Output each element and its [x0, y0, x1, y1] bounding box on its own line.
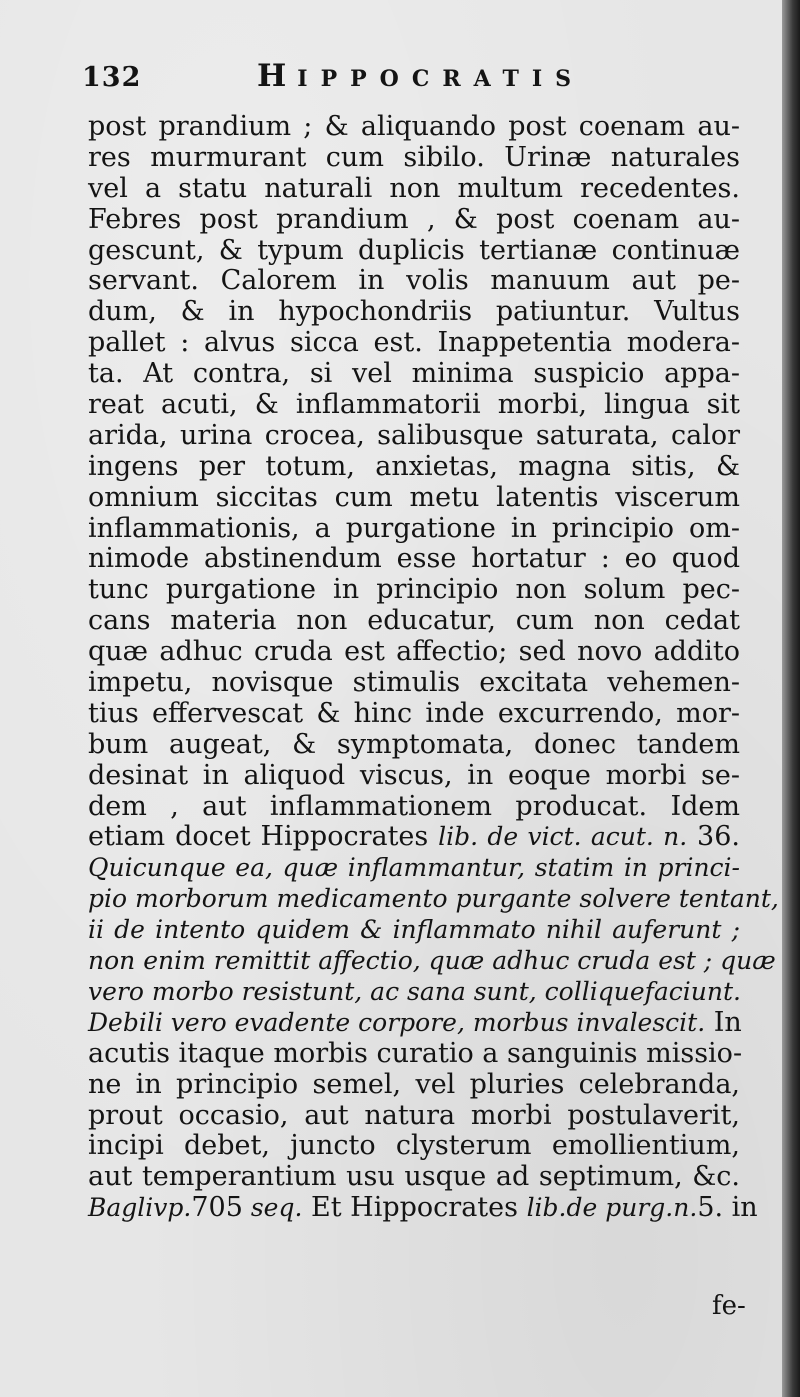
running-head: [257, 58, 584, 94]
quotation-line: pio morborum medicamento purgante solvere tentant,: [88, 884, 779, 914]
reference-page: 705: [191, 1192, 243, 1224]
text-line: desinat in aliquod viscus, in eoque morbi se-: [88, 759, 740, 791]
reference-work: lib.de purg.n.: [526, 1193, 698, 1223]
text-line: arida, urina crocea, salibusque saturata, calor: [88, 419, 740, 451]
citation-roman: etiam docet Hippocrates: [88, 821, 439, 853]
text-line: gescunt, & typum duplicis tertianæ continuæ: [88, 234, 740, 266]
text-line: servant. Calorem in volis manuum aut pe-: [88, 265, 740, 297]
running-head-rest: IPPOCRATIS: [297, 66, 585, 92]
text-line: dum, & in hypochondriis patiuntur. Vultus: [88, 296, 740, 328]
quotation-line: ii de intento quidem & inflammato nihil auferunt ;: [88, 915, 740, 945]
text-line: tius effervescat & hinc inde excurrendo, mor-: [88, 697, 740, 729]
quotation-end: Debili vero evadente corpore, morbus invalescit.: [88, 1007, 706, 1037]
text-line: nimode abstinendum esse hortatur : eo quod: [88, 543, 740, 575]
reference-line: [88, 1192, 758, 1224]
page-header: [82, 58, 612, 98]
text-line: Febres post prandium , & post coenam au-: [88, 203, 740, 235]
text-line: tunc purgatione in principio non solum pec-: [88, 574, 740, 606]
body-text: [88, 111, 779, 1224]
text-line: inflammationis, a purgatione in principio om-: [88, 512, 740, 544]
text-line: quæ adhuc cruda est affectio; sed novo addito: [88, 636, 740, 668]
reference-author: Baglivp.: [88, 1193, 192, 1223]
quotation-end-line: [88, 1008, 740, 1039]
page-number: 132: [82, 62, 142, 93]
text-line: cans materia non educatur, cum non cedat: [88, 605, 740, 637]
reference-number: 5. in: [697, 1192, 758, 1224]
quotation-line: Quicunque ea, quæ inflammantur, statim in princi-: [88, 853, 740, 883]
citation-reference: lib. de vict. acut. n.: [438, 822, 688, 852]
text-line: dem , aut inflammationem producat. Idem: [88, 790, 740, 822]
text-line: ingens per totum, anxietas, magna sitis, &: [88, 450, 740, 482]
text-line: aut temperantium usu usque ad septimum, &c.: [88, 1161, 740, 1193]
quotation-line: vero morbo resistunt, ac sana sunt, colliquefaciunt.: [88, 976, 741, 1006]
reference-text: Et Hippocrates: [302, 1192, 527, 1224]
text-line: bum augeat, & symptomata, donec tandem: [88, 728, 740, 760]
running-head-initial: H: [257, 58, 298, 94]
page-edge: [782, 0, 800, 1397]
text-line: ta. At contra, si vel minima suspicio appa-: [88, 358, 740, 390]
citation-number: 36.: [687, 821, 740, 853]
reference-seq: seq.: [242, 1193, 303, 1223]
text-line: res murmurant cum sibilo. Urinæ naturales: [88, 141, 740, 173]
text-line: reat acuti, & inflammatorii morbi, lingua sit: [88, 389, 740, 421]
text-line: ne in principio semel, vel pluries celebranda,: [88, 1068, 740, 1100]
text-line: acutis itaque morbis curatio a sanguinis missio-: [88, 1037, 743, 1069]
quotation-end-roman: In: [705, 1006, 742, 1038]
text-line: omnium siccitas cum metu latentis viscerum: [88, 481, 740, 513]
citation-line: [88, 822, 740, 853]
catchword: fe-: [712, 1291, 746, 1321]
text-line: vel a statu naturali non multum recedentes.: [88, 172, 740, 204]
quotation-line: non enim remittit affectio, quæ adhuc cruda est ; quæ: [88, 946, 776, 976]
text-line: prout occasio, aut natura morbi postulaverit,: [88, 1099, 740, 1131]
text-line: impetu, novisque stimulis excitata vehemen-: [88, 667, 740, 699]
text-line: incipi debet, juncto clysterum emollientium,: [88, 1130, 740, 1162]
text-line: pallet : alvus sicca est. Inappetentia modera-: [88, 327, 740, 359]
text-line: post prandium ; & aliquando post coenam au-: [88, 111, 740, 142]
